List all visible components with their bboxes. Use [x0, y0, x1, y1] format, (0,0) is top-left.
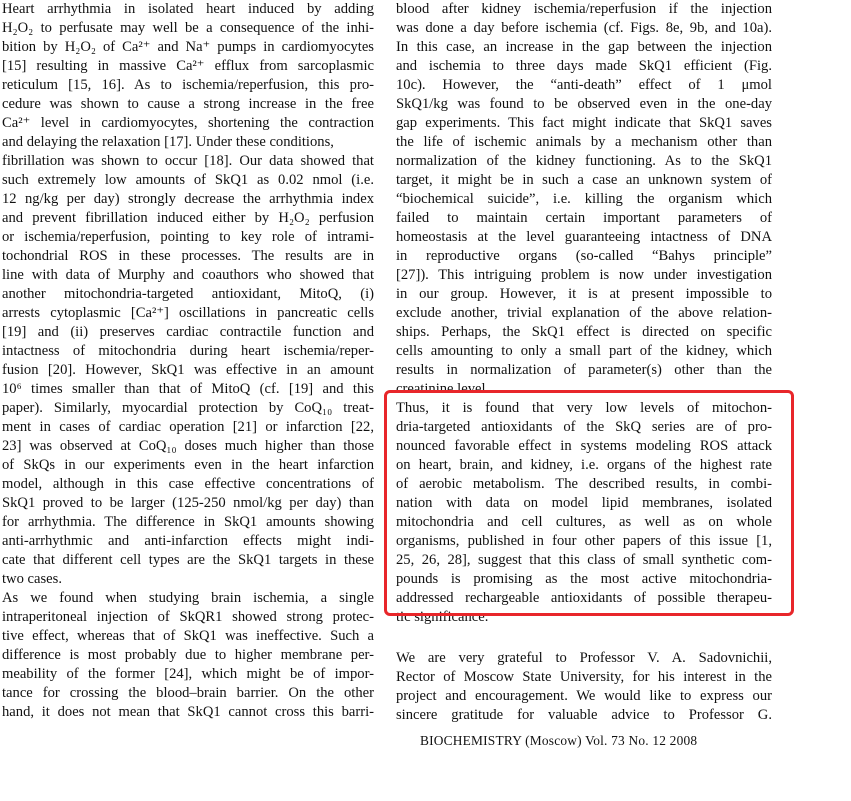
right-column — [396, 0, 772, 725]
text-line: “biochemical suicide”, i.e. killing the organism which — [396, 191, 772, 207]
journal-footer: BIOCHEMISTRY (Moscow) Vol. 73 No. 12 2008 — [420, 733, 698, 748]
text-line: cate that different cell types are the SkQ1 targets in these — [2, 552, 374, 568]
text-line: such extremely low amounts of SkQ1 as 0.02 nmol (i.e. — [2, 172, 374, 188]
text-line: SkQ1 proved to be larger (125-250 nmol/kg per day) than — [2, 495, 374, 511]
text-line: SkQ1/kg was found to be observed even in the one-day — [396, 96, 772, 112]
text-line: fibrillation was shown to occur [18]. Our data showed that — [2, 153, 374, 169]
text-line: creatinine level. — [396, 381, 490, 397]
text-line: 25, 26, 28], suggest that this class of small synthetic com- — [396, 552, 772, 568]
text-line: anti-arrhythmic and anti-infarction effects might indi- — [2, 533, 374, 549]
text-line: [19] and (ii) preserves cardiac contractile function and — [2, 324, 374, 340]
highlighted-conclusion-paragraph — [396, 399, 772, 627]
text-line: gap experiments. This fact might indicate that SkQ1 saves — [396, 115, 772, 131]
text-line: mitochondria and cell cultures, as well as on whole — [396, 514, 772, 530]
text-line: As we found when studying brain ischemia, a single — [2, 590, 374, 606]
text-line: the life of ischemic animals by a mechanism other than — [396, 134, 772, 150]
text-line: 10⁶ times smaller than that of MitoQ (cf. [19] and this — [2, 381, 374, 397]
right-column-top-paragraph — [396, 0, 772, 399]
text-line: intraperitoneal injection of SkQR1 showed strong protec- — [2, 609, 374, 625]
left-column — [2, 0, 374, 722]
text-line: Heart arrhythmia in isolated heart induced by adding — [2, 1, 374, 17]
text-line: meability of the former [24], which might be of impor- — [2, 666, 374, 682]
text-line: nation with data on model lipid membranes, isolated — [396, 495, 772, 511]
text-line: on heart, brain, and kidney, i.e. organs of the highest rate — [396, 457, 772, 473]
text-line: sincere gratitude for valuable advice to Professor G. — [396, 707, 772, 723]
text-line: in our group. However, it is at present impossible to — [396, 286, 772, 302]
text-line: tochondrial ROS in these processes. The results are in — [2, 248, 374, 264]
text-line: in reproductive organs (so-called “Bahys principle” — [396, 248, 772, 264]
text-line: exclude another, trivial explanation of the above relation- — [396, 305, 772, 321]
text-line: tic significance. — [396, 609, 489, 625]
text-line: tance for crossing the blood–brain barrier. On the other — [2, 685, 374, 701]
text-line: reticulum [15, 16]. As to ischemia/reperfusion, this pro- — [2, 77, 374, 93]
text-line: difference is most probably due to higher membrane per- — [2, 647, 374, 663]
text-line: homeostasis at the level guaranteeing intactness of DNA — [396, 229, 772, 245]
text-line: for arrhythmia. The difference in SkQ1 amounts showing — [2, 514, 374, 530]
text-line: pounds is promising as the most active mitochondria- — [396, 571, 772, 587]
text-line: Thus, it is found that very low levels of mitochon- — [396, 400, 772, 416]
text-line: addressed rechargeable antioxidants of possible therapeu- — [396, 590, 772, 606]
text-line: tive effect, whereas that of SkQ1 was ineffective. Such a — [2, 628, 374, 644]
text-line: Ca²⁺ level in cardiomyocytes, shortening the contraction — [2, 115, 374, 131]
paragraph-gap — [396, 627, 772, 649]
text-line: 23] was observed at CoQ₁₀ doses much higher than those — [2, 438, 374, 454]
text-line: target, it might be in such a case an unknown system of — [396, 172, 772, 188]
text-line: Rector of Moscow State University, for his interest in the — [396, 669, 772, 685]
text-line: blood after kidney ischemia/reperfusion if the injection — [396, 1, 772, 17]
text-line: 12 ng/kg per day) strongly decrease the arrhythmia index — [2, 191, 374, 207]
text-line: bition by H₂O₂ of Ca²⁺ and Na⁺ pumps in cardiomyocytes — [2, 39, 374, 55]
text-line: was done a day before ischemia (cf. Figs. 8e, 9b, and 10a). — [396, 20, 772, 36]
text-line: project and encouragement. We would like to express our — [396, 688, 772, 704]
text-line: We are very grateful to Professor V. A. Sadovnichii, — [396, 650, 772, 666]
text-line: In this case, an increase in the gap between the injection — [396, 39, 772, 55]
text-line: of SkQs in our experiments even in the heart infarction — [2, 457, 374, 473]
text-line: ment in cases of cardiac operation [21] or infarction [22, — [2, 419, 374, 435]
text-line: H₂O₂ to perfusate may well be a consequence of the inhi- — [2, 20, 374, 36]
text-line: paper). Similarly, myocardial protection by CoQ₁₀ treat- — [2, 400, 374, 416]
text-line: and delaying the relaxation [17]. Under these conditions, — [2, 134, 334, 150]
text-line: ships. Perhaps, the SkQ1 effect is directed on specific — [396, 324, 772, 340]
text-line: failed to maintain certain important parameters of — [396, 210, 772, 226]
text-line: and prevent fibrillation induced either by H₂O₂ perfusion — [2, 210, 374, 226]
text-line: line with data of Murphy and coauthors who showed that — [2, 267, 374, 283]
text-line: dria-targeted antioxidants of the SkQ series are of pro- — [396, 419, 772, 435]
text-line: hand, it does not mean that SkQ1 cannot cross this barri- — [2, 704, 374, 720]
text-line: intactness of mitochondria during heart ischemia/reper- — [2, 343, 374, 359]
text-line: results in normalization of parameter(s) other than the — [396, 362, 772, 378]
text-line: arrests cytoplasmic [Ca²⁺] oscillations in pancreatic cells — [2, 305, 374, 321]
text-line: fusion [20]. However, SkQ1 was effective in an amount — [2, 362, 374, 378]
text-line: another mitochondria-targeted antioxidant, MitoQ, (i) — [2, 286, 374, 302]
text-line: organisms, published in four other papers of this issue [1, — [396, 533, 772, 549]
text-line: and ischemia to three days made SkQ1 efficient (Fig. — [396, 58, 772, 74]
acknowledgment-paragraph — [396, 649, 772, 725]
text-line: 10c). However, the “anti-death” effect of 1 μmol — [396, 77, 772, 93]
text-line: cells amounting to only a small part of the kidney, which — [396, 343, 772, 359]
text-line: cedure was shown to cause a strong increase in the free — [2, 96, 374, 112]
text-line: [27]). This intriguing problem is now under investigation — [396, 267, 772, 283]
text-line: or ischemia/reperfusion, pointing to key role of intrami- — [2, 229, 374, 245]
text-line: normalization of the kidney functioning. As to the SkQ1 — [396, 153, 772, 169]
text-line: nounced favorable effect in systems modeling ROS attack — [396, 438, 772, 454]
text-line: [15] resulting in massive Ca²⁺ efflux from sarcoplasmic — [2, 58, 374, 74]
text-line: model, although in this case effective concentrations of — [2, 476, 374, 492]
text-line: two cases. — [2, 571, 62, 587]
text-line: of aerobic metabolism. The described results, in combi- — [396, 476, 772, 492]
